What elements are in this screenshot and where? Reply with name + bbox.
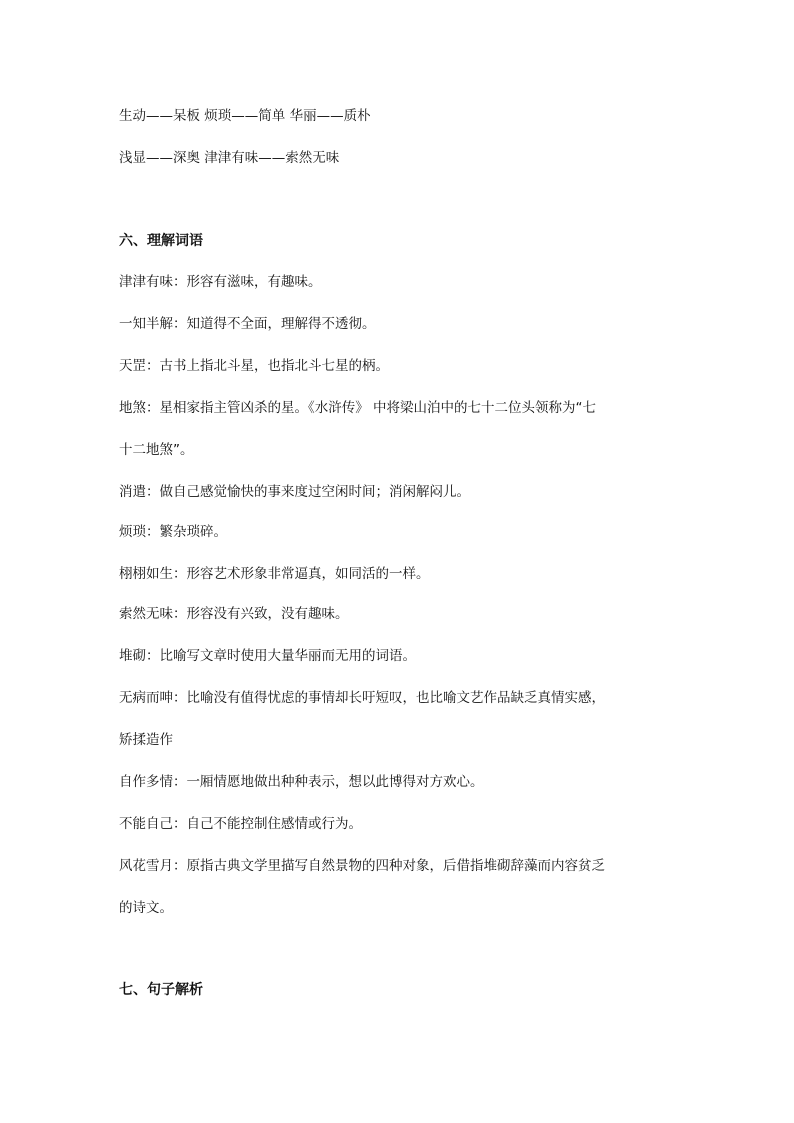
- definition-line: 的诗文。: [119, 900, 173, 916]
- definition-line: 地煞：星相家指主管凶杀的星。《水浒传》 中将梁山泊中的七十二位头领称为“七: [119, 400, 597, 416]
- definition-line: 堆砌：比喻写文章时使用大量华丽而无用的词语。: [119, 648, 416, 664]
- definition-line: 风花雪月：原指古典文学里描写自然景物的四种对象，后借指堆砌辞藻而内容贫乏: [119, 858, 605, 874]
- antonym-line-2: 浅显——深奥 津津有味——索然无味: [119, 150, 340, 166]
- definition-line: 自作多情：一厢情愿地做出种种表示，想以此博得对方欢心。: [119, 774, 484, 790]
- definition-line: 消遣：做自己感觉愉快的事来度过空闲时间；消闲解闷儿。: [119, 484, 470, 500]
- definition-line: 天罡：古书上指北斗星，也指北斗七星的柄。: [119, 358, 389, 374]
- definition-line: 烦琐：繁杂琐碎。: [119, 524, 227, 540]
- definition-line: 不能自己：自己不能控制住感情或行为。: [119, 816, 362, 832]
- section-6-heading: 六、理解词语: [119, 233, 203, 249]
- definition-line: 一知半解：知道得不全面，理解得不透彻。: [119, 316, 376, 332]
- definition-line: 无病而呻：比喻没有值得忧虑的事情却长吁短叹，也比喻文艺作品缺乏真情实感，: [119, 690, 605, 706]
- section-7-heading: 七、句子解析: [119, 982, 203, 998]
- definition-line: 栩栩如生：形容艺术形象非常逼真，如同活的一样。: [119, 566, 430, 582]
- antonym-line-1: 生动——呆板 烦琐——简单 华丽——质朴: [119, 108, 371, 124]
- definition-line: 十二地煞”。: [119, 442, 194, 458]
- definition-line: 津津有味：形容有滋味，有趣味。: [119, 274, 322, 290]
- definition-line: 索然无味：形容没有兴致，没有趣味。: [119, 606, 349, 622]
- definition-line: 矫揉造作: [119, 732, 173, 748]
